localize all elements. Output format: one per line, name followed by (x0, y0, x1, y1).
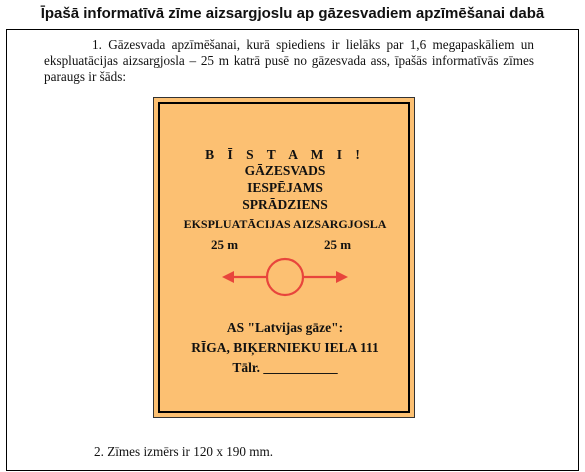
sign-gas-pipeline-text: GĀZESVADS (244, 163, 326, 178)
sign-explosion-text: SPRĀDZIENS (242, 197, 328, 212)
sign-possible-text: IESPĒJAMS (247, 180, 323, 195)
paragraph-1-text: 1. Gāzesvada apzīmēšanai, kurā spiediens ir lielāks par 1,6 megapaskāliem un ekspluatācijas aizsargjosla – 25 m katrā pusē no gāzesvada ass, īpašās informatīvās zīmes paraugs ir šāds: (44, 37, 534, 84)
sign-company-text: AS "Latvijas gāze": (226, 320, 344, 335)
sign-distance-left: 25 m (211, 237, 239, 252)
pipe-circle (267, 259, 303, 295)
sign-protection-zone-text: EKSPLUATĀCIJAS AIZSARGJOSLA (183, 217, 387, 231)
arrow-right-head (336, 271, 348, 283)
sign-phone-text: Tālr. ___________ (232, 360, 338, 375)
arrow-left-head (222, 271, 234, 283)
sign-distance-right: 25 m (324, 237, 352, 252)
informative-sign (153, 97, 415, 418)
paragraph-2: 2. Zīmes izmērs ir 120 x 190 mm. (94, 444, 274, 459)
sign-address-text: RĪGA, BIĶERNIEKU IELA 111 (191, 340, 379, 355)
paragraph-1 (44, 37, 534, 85)
sign-warning-text: B Ī S T A M I ! (205, 147, 365, 162)
page-title: Īpašā informatīvā zīme aizsargjoslu ap gāzesvadiem apzīmēšanai dabā (40, 5, 545, 22)
